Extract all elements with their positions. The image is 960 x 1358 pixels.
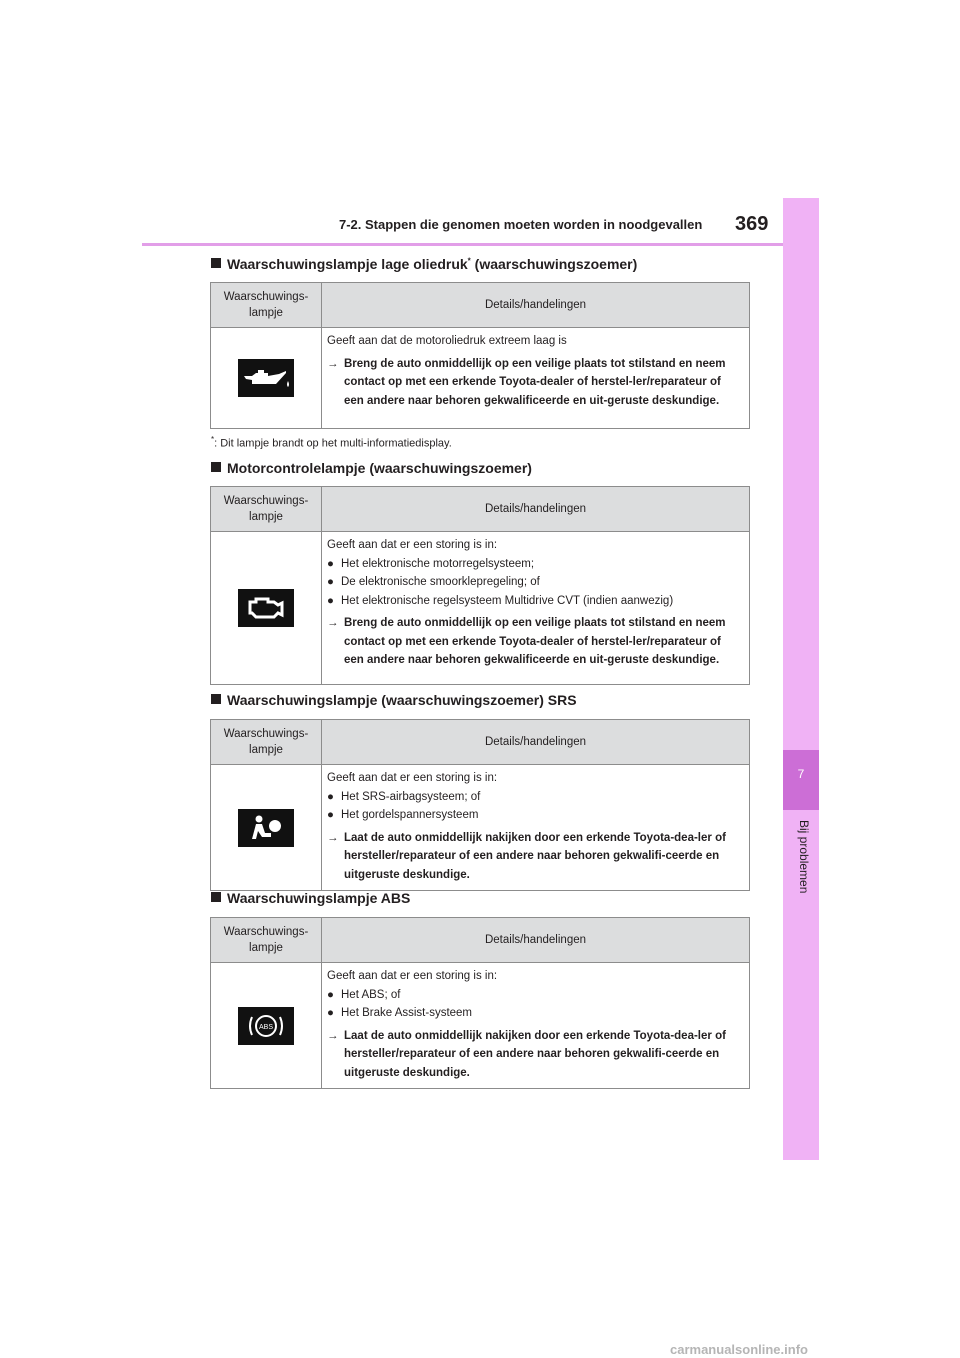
warning-table-abs [210,917,750,1089]
list-item: ● Het gordelspannersysteem [327,809,479,821]
list-item: ● De elektronische smoorklepregeling; of [327,576,540,588]
oil-can-icon [238,359,294,397]
side-tab [783,198,819,1160]
section-title-abs: Waarschuwingslampje ABS [211,890,410,906]
list-item: ● Het SRS-airbagsysteem; of [327,790,481,803]
arrow-icon: → [327,831,339,844]
header-divider [142,243,783,246]
column-header-lamp: Waarschuwings- lampje [211,720,322,765]
details-intro: Geeft aan dat er een storing is in: [327,539,498,551]
column-header-lamp: Waarschuwings- lampje [211,283,322,328]
column-header-lamp: Waarschuwings- lampje [211,487,322,532]
action-text: → Laat de auto onmiddellijk nakijken door een erkende Toyota-dea-ler of hersteller/reparateur of een andere naar behoren gekwalifi-ceerde en uitgeruste deskundige. [327,1027,743,1083]
action-text: → Breng de auto onmiddellijk op een veilige plaats tot stilstand en neem contact op met een erkende Toyota-dealer of herstel-ler/reparateur of een andere naar behoren gekwalificeerde en uit-geruste deskundige. [327,355,743,411]
list-item: ● Het elektronische motorregelsysteem; [327,557,535,570]
page-number: 369 [735,213,769,235]
column-header-lamp: Waarschuwings- lampje [211,918,322,963]
footnote: *: Dit lampje brandt op het multi-informatiedisplay. [211,435,452,450]
section-title-oil: Waarschuwingslampje lage oliedruk* (waarschuwingszoemer) [211,256,637,272]
warning-table-engine [210,486,750,685]
warning-table-oil [210,282,750,429]
list-item: ● Het Brake Assist-systeem [327,1007,473,1019]
action-text: → Laat de auto onmiddellijk nakijken door een erkende Toyota-dea-ler of hersteller/reparateur of een andere naar behoren gekwalifi-ceerde en uitgeruste deskundige. [327,829,743,885]
column-header-details: Details/handelingen [322,283,750,328]
chapter-title: 7-2. Stappen die genomen moeten worden in noodgevallen [339,217,703,232]
details-intro: Geeft aan dat er een storing is in: [327,772,498,784]
square-bullet-icon [211,694,221,704]
column-header-details: Details/handelingen [322,918,750,963]
side-tab-number: 7 [783,750,819,810]
list-item: ● Het elektronische regelsysteem Multidrive CVT (indien aanwezig) [327,594,674,607]
abs-icon [238,1007,294,1045]
square-bullet-icon [211,462,221,472]
arrow-icon: → [327,1029,339,1042]
arrow-icon: → [327,357,339,370]
airbag-icon [238,809,294,847]
details-intro: Geeft aan dat de motoroliedruk extreem laag is [327,335,567,347]
details-intro: Geeft aan dat er een storing is in: [327,970,498,982]
warning-table-srs [210,719,750,891]
svg-text:ABS: ABS [258,1023,274,1031]
watermark: carmanualsonline.info [670,1342,808,1357]
side-tab-label: Bij problemen [797,820,811,894]
arrow-icon: → [327,617,339,629]
action-text: → Breng de auto onmiddellijk op een veilige plaats tot stilstand en neem contact op met een erkende Toyota-dealer of herstel-ler/reparateur of een andere naar behoren gekwalificeerde en uit-geruste deskundige. [327,614,743,670]
column-header-details: Details/handelingen [322,720,750,765]
column-header-details: Details/handelingen [322,487,750,532]
section-title-engine: Motorcontrolelampje (waarschuwingszoemer) [211,460,532,476]
engine-icon [238,589,294,627]
section-title-srs: Waarschuwingslampje (waarschuwingszoemer) SRS [211,692,577,708]
square-bullet-icon [211,258,221,268]
list-item: ● Het ABS; of [327,988,401,1001]
square-bullet-icon [211,892,221,902]
